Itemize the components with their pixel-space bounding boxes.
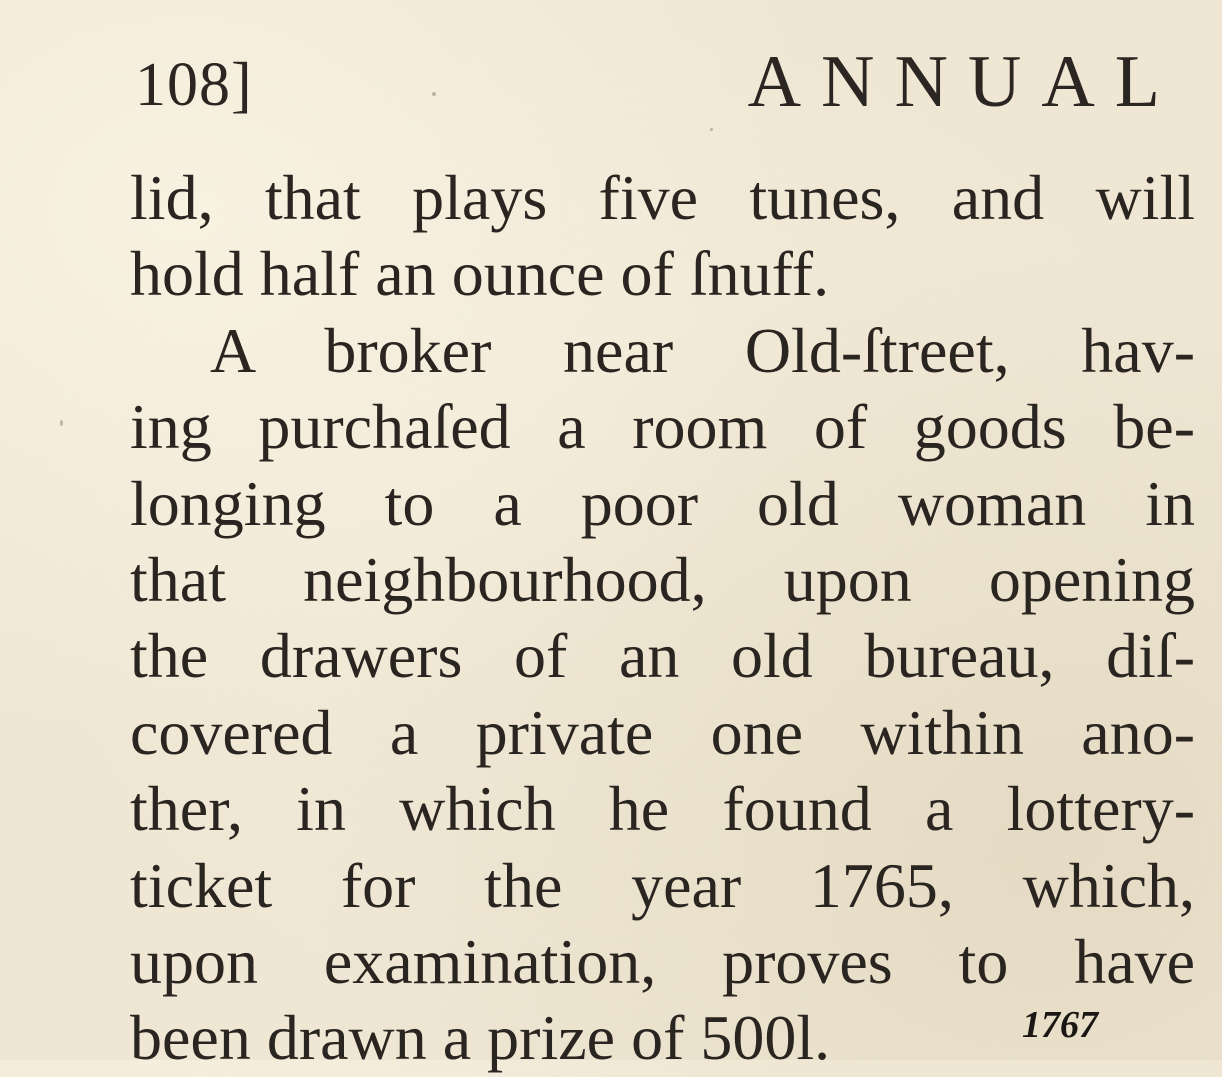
paper-speck [710,128,713,131]
text-line: A broker near Old-ſtreet, hav- [210,314,1195,386]
text-line: the drawers of an old bureau, diſ- [130,620,1195,692]
text-line: lid, that plays five tunes, and will [130,162,1195,233]
text-line: ther, in which he found a lottery- [130,773,1195,845]
page-header [135,40,1180,130]
text-line: longing to a poor old woman in [130,467,1195,539]
paper-speck [60,420,63,426]
text-line: ticket for the year 1765, which, [130,849,1195,921]
text-line: that neighbourhood, upon opening [130,543,1195,615]
text-line: been drawn a prize of 500l. [130,1002,831,1074]
page-number: 108] [135,51,253,119]
year-annotation: 1767 [1022,1004,1098,1046]
article-text [130,160,1195,1077]
running-head: ANNUAL [747,41,1180,123]
text-line: covered a private one within ano- [130,696,1195,768]
paper-speck [432,92,436,96]
text-line: upon examination, proves to have [130,925,1195,997]
text-line: ing purchaſed a room of goods be- [130,391,1195,463]
text-line: hold half an ounce of ſnuff. [130,238,830,310]
